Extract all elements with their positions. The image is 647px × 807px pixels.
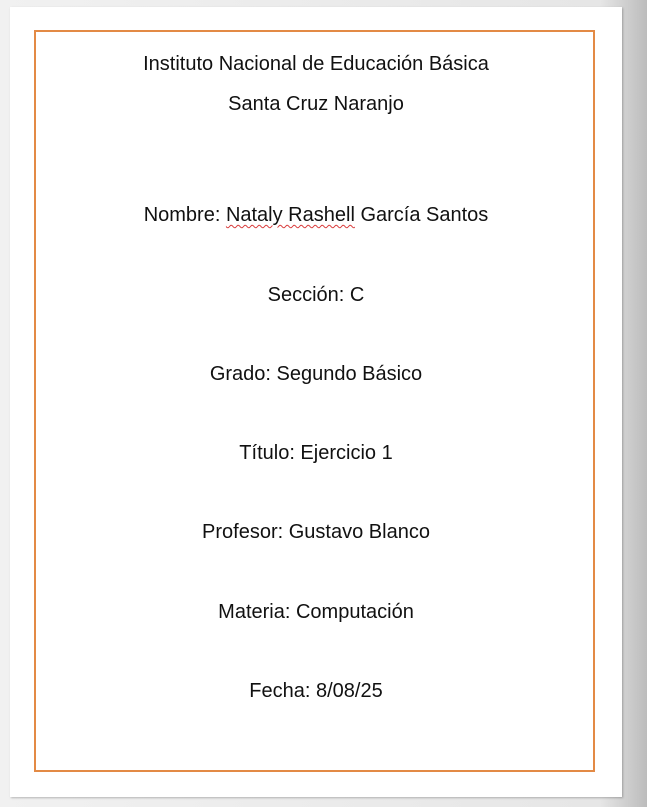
institution-name: Instituto Nacional de Educación Básica bbox=[143, 53, 489, 75]
subject-line: Materia: Computación bbox=[218, 601, 414, 623]
teacher-line: Profesor: Gustavo Blanco bbox=[202, 521, 430, 543]
student-name-label: Nombre: bbox=[143, 204, 226, 226]
student-name-misspelled[interactable]: Nataly Rashell bbox=[225, 204, 355, 226]
section-line: Sección: C bbox=[267, 284, 365, 306]
grade-line: Grado: Segundo Básico bbox=[209, 363, 423, 385]
title-line: Título: Ejercicio 1 bbox=[239, 442, 393, 464]
institution-location: Santa Cruz Naranjo bbox=[228, 93, 404, 115]
document-page[interactable] bbox=[10, 7, 622, 797]
student-name-line bbox=[10, 203, 622, 227]
date-line: Fecha: 8/08/25 bbox=[249, 680, 383, 702]
student-name-rest: García Santos bbox=[354, 204, 489, 226]
page-border bbox=[34, 30, 595, 772]
